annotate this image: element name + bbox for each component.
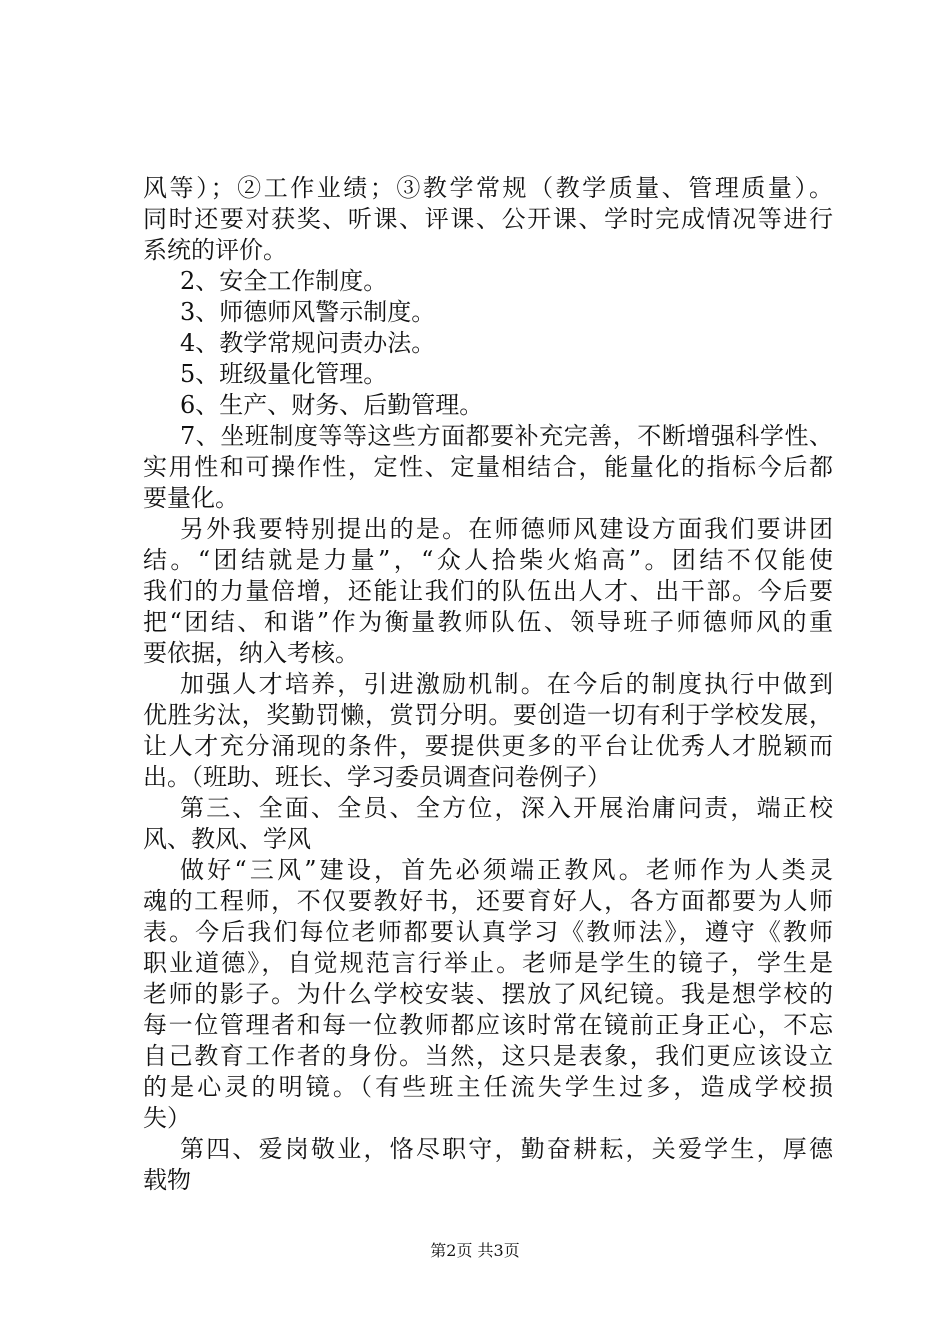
list-item: 2、安全工作制度。 <box>180 267 388 295</box>
section-heading: 第三、全面、全员、全方位，深入开展治庸问责，端正校 <box>180 794 833 822</box>
text-line: 优胜劣汰，奖勤罚懒，赏罚分明。要创造一切有利于学校发展， <box>143 701 833 729</box>
list-item: 5、班级量化管理。 <box>180 360 388 388</box>
section-heading-cont: 风、教风、学风 <box>143 825 311 853</box>
paragraph-start: 做好“三风”建设，首先必须端正教风。老师作为人类灵 <box>180 856 833 884</box>
list-item: 6、生产、财务、后勤管理。 <box>180 391 484 419</box>
list-item: 4、教学常规问责办法。 <box>180 329 436 357</box>
body-text <box>143 173 833 1196</box>
text-line: 自己教育工作者的身份。当然，这只是表象，我们更应该设立 <box>143 1042 833 1070</box>
text-line: 要依据，纳入考核。 <box>143 639 359 667</box>
text-line: 老师的影子。为什么学校安装、摆放了风纪镜。我是想学校的 <box>143 980 833 1008</box>
paragraph-start: 加强人才培养，引进激励机制。在今后的制度执行中做到 <box>180 670 833 698</box>
section-heading-cont: 载物 <box>143 1166 191 1194</box>
text-line: 把“团结、和谐”作为衡量教师队伍、领导班子师德师风的重 <box>143 608 833 636</box>
text-line: 实用性和可操作性，定性、定量相结合，能量化的指标今后都 <box>143 453 833 481</box>
text-line: 让人才充分涌现的条件，要提供更多的平台让优秀人才脱颖而 <box>143 732 833 760</box>
text-line: 魂的工程师，不仅要教好书，还要育好人，各方面都要为人师 <box>143 887 833 915</box>
text-line: 失） <box>143 1104 191 1132</box>
text-line: 我们的力量倍增，还能让我们的队伍出人才、出干部。今后要 <box>143 577 833 605</box>
text-line: 风等）；②工作业绩；③教学常规（教学质量、管理质量）。 <box>143 174 833 202</box>
text-line: 系统的评价。 <box>143 236 287 264</box>
page-number: 第2页 共3页 <box>430 1241 520 1260</box>
text-line: 出。（班助、班长、学习委员调查问卷例子） <box>143 763 611 791</box>
list-item: 3、师德师风警示制度。 <box>180 298 436 326</box>
text-line: 同时还要对获奖、听课、评课、公开课、学时完成情况等进行 <box>143 205 833 233</box>
text-line: 表。今后我们每位老师都要认真学习《教师法》，遵守《教师 <box>143 918 833 946</box>
paragraph-start: 另外我要特别提出的是。在师德师风建设方面我们要讲团 <box>180 515 833 543</box>
text-line: 的是心灵的明镜。（有些班主任流失学生过多，造成学校损 <box>143 1073 833 1101</box>
list-item: 7、坐班制度等等这些方面都要补充完善，不断增强科学性、 <box>180 422 833 450</box>
text-line: 结。“团结就是力量”，“众人拾柴火焰高”。团结不仅能使 <box>143 546 833 574</box>
text-line: 每一位管理者和每一位教师都应该时常在镜前正身正心，不忘 <box>143 1011 833 1039</box>
section-heading: 第四、爱岗敬业，恪尽职守，勤奋耕耘，关爱学生，厚德 <box>180 1135 833 1163</box>
text-line: 要量化。 <box>143 484 239 512</box>
text-line: 职业道德》，自觉规范言行举止。老师是学生的镜子，学生是 <box>143 949 833 977</box>
